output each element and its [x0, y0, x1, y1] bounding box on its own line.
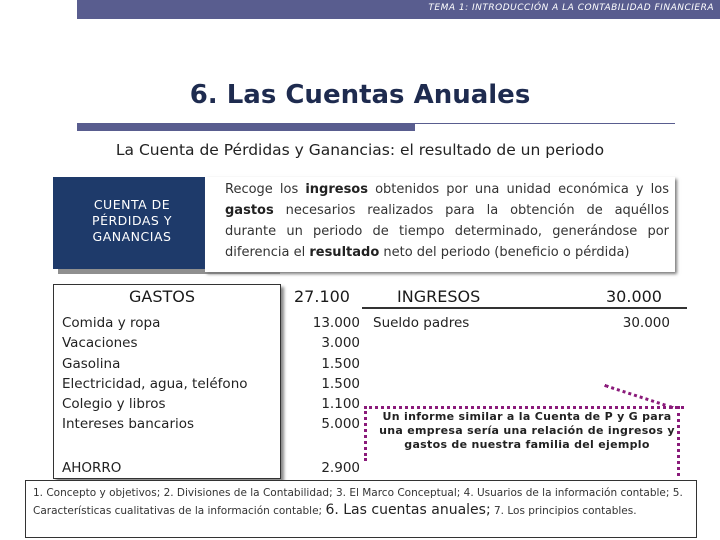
gastos-item-value: 5.000: [321, 416, 360, 432]
definition-text-part: obtenidos por una unidad económica y los: [367, 182, 670, 197]
gastos-item-value: 1.100: [321, 396, 360, 412]
definition-bold-resultado: resultado: [309, 245, 380, 260]
ingresos-header: INGRESOS: [397, 287, 481, 306]
gastos-total: 27.100: [294, 287, 350, 306]
ingresos-total: 30.000: [606, 287, 662, 306]
ahorro-label: AHORRO: [62, 460, 122, 476]
ahorro-value: 2.900: [321, 460, 360, 476]
footer-text-before: 1. Concepto y objetivos; 2. Divisiones de la Contabilidad; 3. El Marco Conceptual; 4. Usuarios de la información contable; 5. Características cualitativas de la información contable;: [33, 487, 683, 517]
note-dotted-left: [364, 406, 367, 461]
ingresos-item-label: Sueldo padres: [373, 315, 470, 331]
title-rule-thin: [415, 123, 675, 124]
gastos-item-label: Electricidad, agua, teléfono: [62, 376, 248, 392]
definition-label-line: GANANCIAS: [92, 229, 172, 244]
gastos-item-label: Intereses bancarios: [62, 416, 195, 432]
gastos-item-label: Vacaciones: [62, 335, 138, 351]
header-bar: [77, 0, 720, 19]
gastos-item-value: 3.000: [321, 335, 360, 351]
note-text: Un informe similar a la Cuenta de P y G para una empresa sería una relación de ingresos y gastos de nuestra familia del ejemplo: [379, 410, 675, 451]
gastos-header: GASTOS: [129, 287, 196, 306]
header-title: TEMA 1: INTRODUCCIÓN A LA CONTABILIDAD FINANCIERA: [428, 3, 714, 13]
definition-label-line: PÉRDIDAS Y: [92, 213, 172, 228]
footer-text-after: 7. Los principios contables.: [490, 505, 637, 517]
definition-box-label: [55, 197, 209, 245]
ingresos-rule: [362, 307, 687, 309]
definition-description: [205, 177, 675, 272]
definition-text: [205, 177, 675, 263]
definition-text-part: neto del periodo (beneficio o pérdida): [379, 245, 630, 260]
gastos-item-label: Comida y ropa: [62, 315, 161, 331]
footer-index: [33, 485, 693, 520]
gastos-item-value: 1.500: [321, 376, 360, 392]
gastos-item-value: 13.000: [312, 315, 360, 331]
definition-label-line: CUENTA DE: [93, 197, 171, 212]
definition-text-part: necesarios realizados para la obtención de aquéllos durante un periodo de tiempo determinado, generándose por diferencia el: [225, 203, 669, 260]
gastos-item-label: Colegio y libros: [62, 396, 166, 412]
slide-subtitle: La Cuenta de Pérdidas y Ganancias: el resultado de un periodo: [115, 141, 605, 159]
note-dotted-right: [677, 406, 680, 476]
gastos-item-label: Gasolina: [62, 356, 121, 372]
gastos-item-value: 1.500: [321, 356, 360, 372]
ingresos-item-value: 30.000: [622, 315, 670, 331]
slide-title: 6. Las Cuentas Anuales: [189, 80, 531, 110]
note-dotted-top: [364, 406, 684, 409]
definition-bold-ingresos: ingresos: [305, 182, 368, 197]
title-rule-thick: [77, 123, 415, 131]
footer-current-section: 6. Las cuentas anuales;: [325, 502, 491, 518]
definition-bold-gastos: gastos: [225, 203, 274, 218]
definition-text-part: Recoge los: [225, 182, 306, 197]
